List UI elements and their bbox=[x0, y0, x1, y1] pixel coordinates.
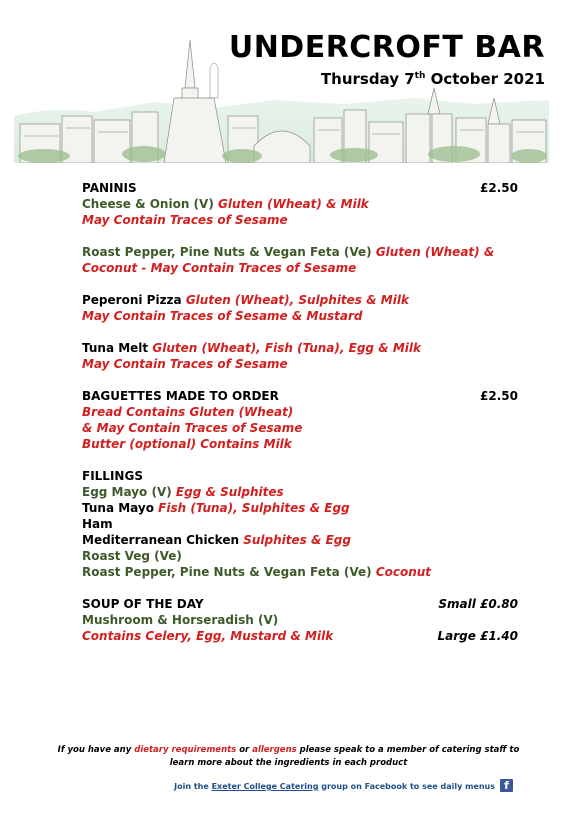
dietary-notice: If you have any dietary requirements or allergens please speak to a member of catering staff to bbox=[57, 745, 520, 755]
allergen-note: May Contain Traces of Sesame & Mustard bbox=[82, 309, 363, 323]
section-heading-fillings: FILLINGS bbox=[82, 469, 143, 483]
filling-item: Roast Veg (Ve) bbox=[82, 549, 182, 563]
panini-price: £2.50 bbox=[480, 181, 518, 195]
filling-item: Ham bbox=[82, 517, 113, 531]
menu-item: Tuna Melt Gluten (Wheat), Fish (Tuna), Egg & Milk bbox=[82, 341, 421, 355]
section-heading-baguettes: BAGUETTES MADE TO ORDER £2.50 bbox=[82, 389, 518, 403]
allergen-note: Bread Contains Gluten (Wheat) bbox=[82, 405, 294, 419]
menu-body bbox=[82, 180, 518, 644]
allergen-note: May Contain Traces of Sesame bbox=[82, 357, 288, 371]
filling-item: Tuna Mayo Fish (Tuna), Sulphites & Egg bbox=[82, 501, 350, 515]
allergen-note: & May Contain Traces of Sesame bbox=[82, 421, 303, 435]
oxford-skyline-illustration bbox=[14, 28, 549, 163]
menu-date: Thursday 7th October 2021 bbox=[320, 70, 545, 88]
filling-item: Egg Mayo (V) Egg & Sulphites bbox=[82, 485, 284, 499]
section-heading-soup: SOUP OF THE DAY Small £0.80 bbox=[82, 597, 518, 611]
menu-item: Peperoni Pizza Gluten (Wheat), Sulphites & Milk bbox=[82, 293, 409, 307]
page-title: UNDERCROFT BAR bbox=[228, 30, 545, 65]
section-heading-paninis: PANINIS £2.50 bbox=[82, 181, 518, 195]
allergen-note: Coconut - May Contain Traces of Sesame bbox=[82, 261, 357, 275]
allergen-note: Butter (optional) Contains Milk bbox=[82, 437, 292, 451]
soup-price-large: Large £1.40 bbox=[437, 629, 518, 643]
menu-item: Cheese & Onion (V) Gluten (Wheat) & Milk bbox=[82, 197, 369, 211]
soup-allergens: Contains Celery, Egg, Mustard & Milk Large £1.40 bbox=[82, 629, 518, 643]
facebook-icon[interactable]: f bbox=[500, 779, 513, 792]
filling-item: Mediterranean Chicken Sulphites & Egg bbox=[82, 533, 351, 547]
dietary-notice-line2: learn more about the ingredients in each product bbox=[169, 758, 408, 768]
allergen-note: May Contain Traces of Sesame bbox=[82, 213, 288, 227]
facebook-group-text: Join the Exeter College Catering group on Facebook to see daily menus bbox=[174, 782, 495, 791]
soup-name: Mushroom & Horseradish (V) bbox=[82, 613, 279, 627]
baguette-price: £2.50 bbox=[480, 389, 518, 403]
soup-price-small: Small £0.80 bbox=[438, 597, 518, 611]
menu-item: Roast Pepper, Pine Nuts & Vegan Feta (Ve) Gluten (Wheat) & bbox=[82, 245, 495, 259]
filling-item: Roast Pepper, Pine Nuts & Vegan Feta (Ve) Coconut bbox=[82, 565, 432, 579]
